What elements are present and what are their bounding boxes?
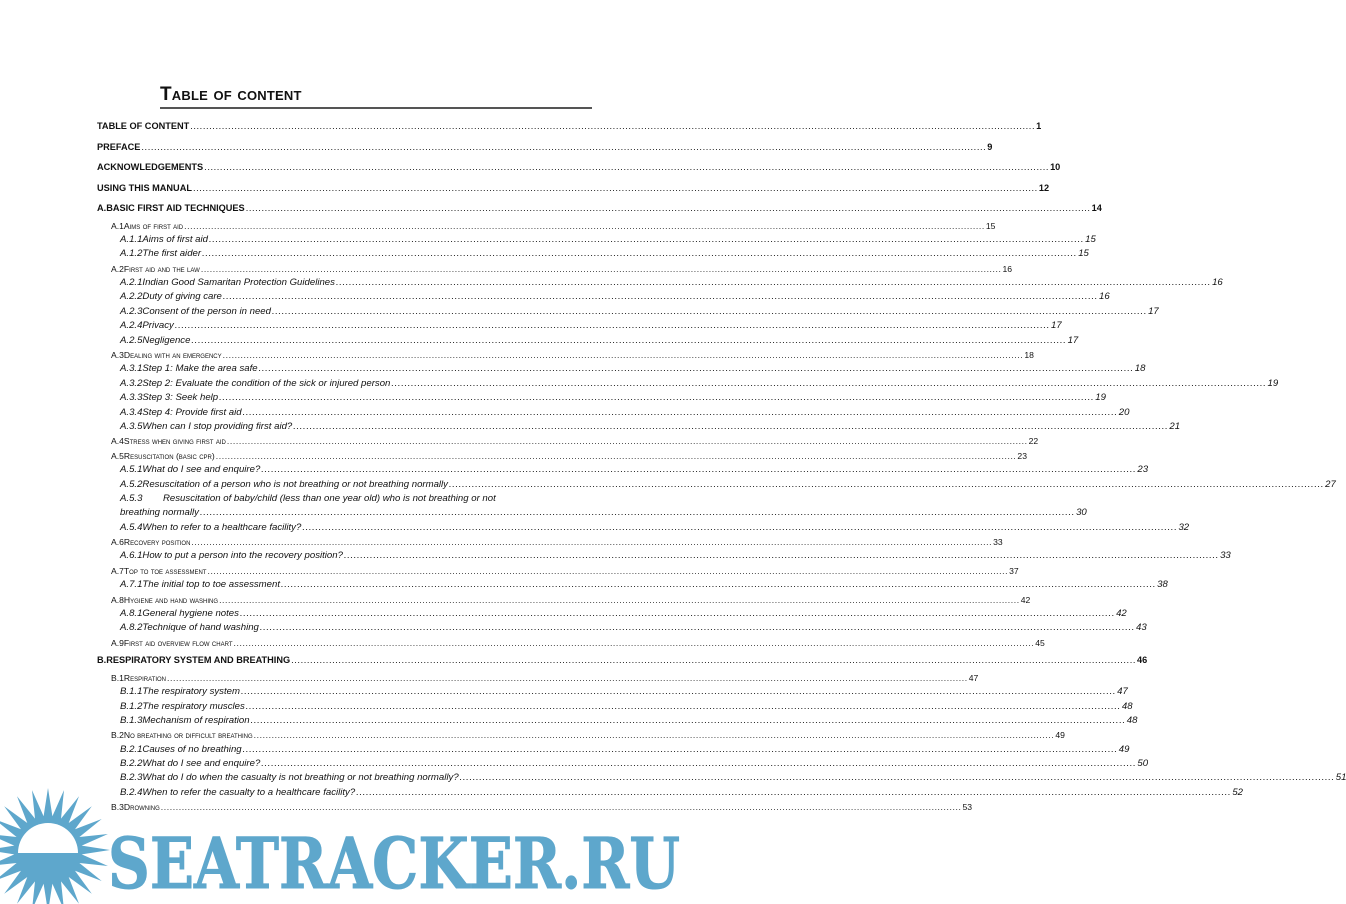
toc-entry-page: 42 bbox=[1116, 608, 1127, 620]
toc-entry-page: 30 bbox=[1076, 507, 1087, 519]
toc-entry-number: A.3.5 bbox=[120, 420, 143, 432]
toc-entry-page: 48 bbox=[1121, 700, 1133, 712]
dot-leader bbox=[167, 671, 968, 685]
toc-entry-number: A.7 bbox=[111, 565, 124, 576]
dot-leader bbox=[281, 578, 1156, 592]
toc-entry-page: 49 bbox=[1118, 743, 1130, 755]
toc-entry-number: A.3.2 bbox=[120, 377, 143, 389]
toc-entry-number: A.5 bbox=[111, 450, 124, 461]
dot-leader bbox=[223, 290, 1098, 304]
dot-leader bbox=[391, 377, 1266, 391]
toc-entry-title: Causes of no breathing bbox=[142, 743, 242, 755]
toc-entry-title: When to refer the casualty to a healthcare facility? bbox=[142, 786, 356, 798]
toc-entry-title: Indian Good Samaritan Protection Guidelines bbox=[142, 277, 335, 289]
toc-entry-page: 42 bbox=[1020, 594, 1031, 605]
toc-entry-number: B.1.3 bbox=[120, 714, 143, 726]
toc-entry-title: Resuscitation (basic cpr) bbox=[123, 450, 215, 461]
toc-entry[interactable] bbox=[97, 650, 1148, 671]
toc-entry[interactable] bbox=[97, 276, 1223, 290]
dot-leader bbox=[207, 564, 1008, 578]
dot-leader bbox=[344, 549, 1219, 563]
toc-entry-title: First aid and the law bbox=[123, 263, 200, 274]
toc-entry-title: Privacy bbox=[142, 320, 174, 332]
toc-entry[interactable] bbox=[97, 728, 1065, 742]
toc-entry-number: A.8.2 bbox=[120, 622, 143, 634]
toc-entry-page: 23 bbox=[1137, 464, 1149, 476]
toc-entry[interactable] bbox=[97, 247, 1089, 261]
toc-entry-number: B. bbox=[97, 655, 107, 666]
toc-entry-page: 18 bbox=[1134, 363, 1146, 375]
dot-leader bbox=[204, 157, 1049, 178]
toc-entry-number: A.9 bbox=[111, 637, 124, 648]
toc-entry-number: A.3.1 bbox=[120, 363, 143, 375]
toc-entry[interactable] bbox=[97, 593, 1031, 607]
toc-entry[interactable] bbox=[97, 607, 1127, 621]
toc-entry-number: A.2.2 bbox=[120, 291, 143, 303]
toc-entry[interactable] bbox=[97, 714, 1138, 728]
toc-entry-title: Recovery position bbox=[123, 537, 191, 548]
dot-leader bbox=[259, 362, 1134, 376]
toc-entry-page: 15 bbox=[1078, 248, 1089, 260]
dot-leader bbox=[251, 714, 1126, 728]
toc-entry-page: 52 bbox=[1232, 786, 1243, 798]
toc-entry-number: A.8 bbox=[111, 594, 124, 605]
toc-entry-page: 20 bbox=[1118, 406, 1130, 418]
toc-entry-page: 17 bbox=[1051, 320, 1062, 332]
toc-entry-title: The initial top to toe assessment bbox=[142, 579, 280, 591]
toc-entry-number: A.2.1 bbox=[120, 277, 143, 289]
toc-entry-number: A.5.1 bbox=[120, 464, 143, 476]
toc-entry-title-continued: breathing normally bbox=[120, 507, 199, 519]
toc-entry-number: A.6.1 bbox=[120, 550, 143, 562]
toc-entry-title: Resuscitation of a person who is not breathing or not breathing normally bbox=[142, 478, 448, 490]
toc-entry-title: Respiration bbox=[123, 672, 167, 683]
toc-entry-page: 32 bbox=[1178, 521, 1190, 533]
toc-entry-title: The first aider bbox=[142, 248, 202, 260]
toc-entry[interactable] bbox=[97, 391, 1106, 405]
toc-entry-page: 12 bbox=[1038, 182, 1050, 193]
toc-entry[interactable] bbox=[97, 578, 1168, 592]
toc-entry[interactable] bbox=[97, 434, 1039, 448]
toc-entry[interactable] bbox=[97, 743, 1130, 757]
toc-entry-title: Consent of the person in need bbox=[142, 305, 271, 317]
toc-entry-page: 53 bbox=[962, 802, 973, 813]
toc-entry-page: 15 bbox=[1085, 233, 1096, 245]
toc-entry-title: How to put a person into the recovery position? bbox=[142, 550, 343, 562]
toc-entry[interactable] bbox=[97, 157, 1061, 178]
toc-entry-title: USING THIS MANUAL bbox=[97, 182, 192, 193]
toc-entry[interactable] bbox=[97, 406, 1130, 420]
toc-entry-title: Dealing with an emergency bbox=[123, 350, 222, 361]
toc-entry-number: B.2.2 bbox=[120, 758, 143, 770]
toc-entry-page: 16 bbox=[1212, 277, 1223, 289]
toc-entry-page: 50 bbox=[1137, 758, 1149, 770]
toc-entry-number: A.5.3 bbox=[120, 492, 143, 504]
dot-leader bbox=[191, 535, 992, 549]
toc-entry-number: A.6 bbox=[111, 537, 124, 548]
toc-entry-title: ACKNOWLEDGEMENTS bbox=[97, 162, 204, 172]
toc-entry-page: 43 bbox=[1136, 622, 1147, 634]
toc-entry[interactable] bbox=[97, 262, 1013, 276]
toc-entry-title: When can I stop providing first aid? bbox=[142, 420, 293, 432]
toc-entry-page: 27 bbox=[1325, 478, 1336, 490]
toc-entry-number: A.1 bbox=[111, 220, 124, 231]
toc-entry-title: Negligence bbox=[142, 334, 191, 346]
toc-entry-page: 48 bbox=[1126, 714, 1138, 726]
dot-leader bbox=[209, 233, 1084, 247]
toc-entry[interactable] bbox=[97, 549, 1231, 563]
toc-entry[interactable] bbox=[97, 564, 1019, 578]
toc-entry[interactable] bbox=[97, 319, 1062, 333]
toc-entry-number: B.1.1 bbox=[120, 686, 143, 698]
toc-entry-title: Mechanism of respiration bbox=[142, 714, 250, 726]
dot-leader bbox=[193, 178, 1038, 199]
dot-leader bbox=[202, 247, 1077, 261]
toc-entry[interactable] bbox=[97, 334, 1079, 348]
toc-entry-title: Step 3: Seek help bbox=[142, 392, 219, 404]
dot-leader bbox=[302, 521, 1177, 535]
toc-entry-number: A.3.3 bbox=[120, 392, 143, 404]
toc-entry-number: B.2.4 bbox=[120, 786, 143, 798]
toc-entry-number: A.3 bbox=[111, 350, 124, 361]
toc-entry[interactable] bbox=[97, 219, 996, 233]
dot-leader bbox=[449, 478, 1324, 492]
toc-entry-page: 21 bbox=[1169, 420, 1181, 432]
toc-entry-title: The respiratory muscles bbox=[142, 700, 245, 712]
toc-entry-number: A.5.4 bbox=[120, 521, 143, 533]
toc-entry[interactable] bbox=[97, 198, 1102, 219]
dot-leader bbox=[243, 406, 1118, 420]
dot-leader bbox=[246, 700, 1121, 714]
dot-leader bbox=[254, 728, 1055, 742]
toc-entry-title: Top to toe assessment bbox=[123, 565, 207, 576]
dot-leader bbox=[246, 198, 1091, 219]
dot-leader bbox=[223, 348, 1024, 362]
toc-entry-title: Drowning bbox=[123, 802, 160, 813]
dot-leader bbox=[234, 636, 1035, 650]
toc-entry-title: Aims of first aid bbox=[142, 233, 208, 245]
dot-leader bbox=[240, 607, 1115, 621]
dot-leader bbox=[243, 743, 1118, 757]
toc-entry-page: 17 bbox=[1067, 334, 1079, 346]
dot-leader bbox=[191, 334, 1066, 348]
toc-entry-number: A.8.1 bbox=[120, 608, 143, 620]
toc-entry-page: 17 bbox=[1148, 305, 1159, 317]
toc-entry-page: 47 bbox=[1117, 686, 1128, 698]
dot-leader bbox=[272, 305, 1147, 319]
dot-leader bbox=[219, 593, 1020, 607]
toc-entry-page: 10 bbox=[1050, 162, 1061, 172]
dot-leader bbox=[241, 685, 1116, 699]
dot-leader bbox=[216, 449, 1017, 463]
toc-entry[interactable] bbox=[97, 290, 1110, 304]
toc-entry-title: Duty of giving care bbox=[142, 291, 222, 303]
toc-entry-page: 19 bbox=[1095, 392, 1106, 404]
toc-entry[interactable] bbox=[97, 521, 1190, 535]
toc-entry-number: B.1.2 bbox=[120, 700, 143, 712]
toc-entry[interactable] bbox=[97, 137, 993, 158]
toc-entry-title: No breathing or difficult breathing bbox=[123, 730, 253, 741]
toc-entry-page: 38 bbox=[1157, 579, 1168, 591]
toc-entry-title: Hygiene and hand washing bbox=[123, 594, 219, 605]
toc-entry-title: Step 1: Make the area safe bbox=[142, 363, 258, 375]
toc-entry-page: 1 bbox=[1036, 121, 1042, 131]
toc-entry-page: 9 bbox=[987, 141, 993, 152]
toc-entry-number: B.2.3 bbox=[120, 772, 143, 784]
toc-entry-page: 37 bbox=[1009, 565, 1019, 576]
toc-entry-page: 18 bbox=[1024, 350, 1034, 361]
toc-entry-title: What do I see and enquire? bbox=[142, 464, 261, 476]
toc-entry[interactable] bbox=[97, 377, 1279, 391]
toc-entry-title: First aid overview flow chart bbox=[123, 637, 233, 648]
toc-entry-page: 23 bbox=[1017, 450, 1027, 461]
toc-entry-number: A.2.5 bbox=[120, 334, 143, 346]
watermark-text: SEATRACKER.RU bbox=[108, 822, 680, 904]
dot-leader bbox=[227, 434, 1028, 448]
toc-entry-title: Step 2: Evaluate the condition of the sick or injured person bbox=[142, 377, 391, 389]
toc-entry-title: What do I do when the casualty is not breathing or not breathing normally? bbox=[142, 772, 459, 784]
dot-leader bbox=[200, 506, 1075, 520]
dot-leader bbox=[184, 219, 985, 233]
toc-entry-title: RESPIRATORY SYSTEM AND BREATHING bbox=[106, 655, 291, 666]
toc-entry[interactable] bbox=[97, 362, 1146, 376]
toc-entry[interactable] bbox=[97, 671, 979, 685]
toc-entry[interactable] bbox=[97, 305, 1159, 319]
toc-entry-title: Resuscitation of baby/child (less than one year old) who is not breathing or not bbox=[163, 492, 496, 504]
toc-entry-page: 46 bbox=[1137, 655, 1148, 666]
toc-entry-page: 16 bbox=[1002, 263, 1013, 274]
toc-entry[interactable] bbox=[97, 178, 1050, 199]
toc-entry-title: Step 4: Provide first aid bbox=[142, 406, 242, 418]
toc-entry-number: A.4 bbox=[111, 436, 124, 447]
toc-entry[interactable] bbox=[97, 116, 1042, 137]
toc-entry-title: Stress when giving first aid bbox=[123, 436, 226, 447]
toc-entry-title: When to refer to a healthcare facility? bbox=[142, 521, 302, 533]
toc-entry-title: BASIC FIRST AID TECHNIQUES bbox=[106, 203, 245, 213]
toc-entry-title: General hygiene notes bbox=[142, 608, 239, 620]
dot-leader bbox=[175, 319, 1050, 333]
watermark-logo bbox=[0, 770, 691, 904]
title-rule bbox=[160, 107, 592, 109]
toc-entry-number: A.2.3 bbox=[120, 305, 143, 317]
toc-entry-page: 45 bbox=[1035, 637, 1045, 648]
toc-entry[interactable] bbox=[97, 492, 592, 506]
toc-entry[interactable] bbox=[97, 449, 1027, 463]
toc-entry[interactable] bbox=[97, 478, 1336, 492]
toc-entry[interactable] bbox=[97, 636, 1045, 650]
dot-leader bbox=[201, 262, 1002, 276]
toc-entry-number: A.1.2 bbox=[120, 248, 143, 260]
toc-entry-page: 47 bbox=[968, 672, 979, 683]
toc-entry-title: Aims of first aid bbox=[123, 220, 184, 231]
toc-entry-page: 49 bbox=[1055, 730, 1065, 741]
toc-entry-number: B.2.1 bbox=[120, 743, 143, 755]
sun-icon bbox=[0, 788, 110, 904]
toc-entry-number: A.3.4 bbox=[120, 406, 143, 418]
toc-entry-number: A.1.1 bbox=[120, 233, 143, 245]
page-title: Table of content bbox=[160, 84, 302, 105]
toc-entry-page: 19 bbox=[1267, 377, 1279, 389]
toc-entry-number: B.3 bbox=[111, 802, 124, 813]
dot-leader bbox=[190, 116, 1035, 137]
toc-entry-page: 22 bbox=[1028, 436, 1039, 447]
toc-entry-title: The respiratory system bbox=[142, 686, 240, 698]
dot-leader bbox=[261, 463, 1136, 477]
toc-entry[interactable] bbox=[97, 348, 1034, 362]
toc-entry[interactable] bbox=[97, 685, 1128, 699]
toc-entry-continuation[interactable] bbox=[97, 506, 1087, 520]
toc-entry-page: 51 bbox=[1335, 772, 1346, 784]
dot-leader bbox=[260, 621, 1135, 635]
toc-entry-page: 33 bbox=[993, 537, 1003, 548]
toc-entry-number: A.2 bbox=[111, 263, 124, 274]
toc-entry-number: B.1 bbox=[111, 672, 124, 683]
dot-leader bbox=[291, 650, 1136, 671]
toc-entry-title: PREFACE bbox=[97, 141, 141, 152]
toc-entry[interactable] bbox=[97, 463, 1149, 477]
toc-entry-page: 33 bbox=[1220, 550, 1231, 562]
toc-entry-number: A. bbox=[97, 203, 107, 213]
toc-entry-page: 14 bbox=[1091, 203, 1102, 213]
toc-entry-page: 16 bbox=[1099, 291, 1110, 303]
toc-entry-title: Technique of hand washing bbox=[142, 622, 259, 634]
toc-entry-page: 15 bbox=[985, 220, 996, 231]
dot-leader bbox=[219, 391, 1094, 405]
toc-entry[interactable] bbox=[97, 233, 1096, 247]
toc-entry[interactable] bbox=[97, 535, 1003, 549]
table-of-contents bbox=[97, 116, 1346, 815]
toc-entry-title: TABLE OF CONTENT bbox=[97, 121, 190, 131]
toc-entry[interactable] bbox=[97, 420, 1181, 434]
toc-entry-number: A.7.1 bbox=[120, 579, 143, 591]
toc-entry-title: What do I see and enquire? bbox=[142, 758, 261, 770]
dot-leader bbox=[293, 420, 1168, 434]
toc-entry[interactable] bbox=[97, 700, 1133, 714]
toc-entry-number: B.2 bbox=[111, 730, 124, 741]
dot-leader bbox=[336, 276, 1211, 290]
toc-entry-number: A.5.2 bbox=[120, 478, 143, 490]
dot-leader bbox=[141, 137, 986, 158]
toc-entry[interactable] bbox=[97, 621, 1147, 635]
toc-entry-number: A.2.4 bbox=[120, 320, 143, 332]
